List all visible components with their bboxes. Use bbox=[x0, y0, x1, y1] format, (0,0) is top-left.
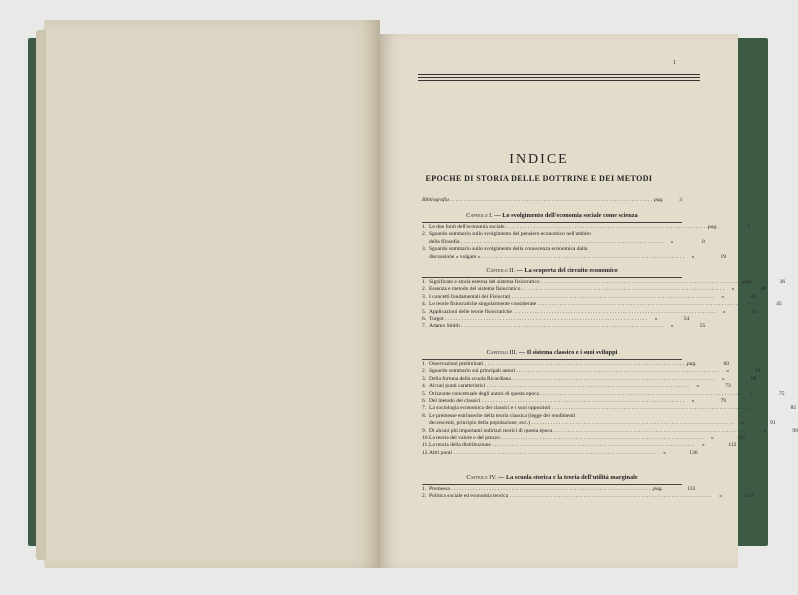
entry-text: Le due fonti dell'economia sociale . . . bbox=[429, 224, 708, 231]
entry-number: 1. bbox=[422, 224, 427, 230]
entry-page-marker: » bbox=[670, 238, 674, 245]
entry-text: Sguardo sommario sullo svolgimento del pensiero economico nell'ambito bbox=[429, 231, 591, 238]
entry-text: Adamo Smith . . . bbox=[429, 323, 663, 330]
toc-entry bbox=[422, 308, 758, 316]
entry-page-number: 55 bbox=[699, 323, 706, 330]
entry-page-marker: » bbox=[763, 427, 767, 434]
entry-text: Altri punti . . . bbox=[429, 450, 656, 457]
entry-number: 2. bbox=[422, 231, 427, 238]
entry-text: Significato e storia esterna del sistema fisiocratico . . . bbox=[429, 279, 743, 286]
entry-page-marker: » bbox=[721, 293, 725, 300]
entry-number: 2. bbox=[422, 493, 427, 500]
toc-entry bbox=[422, 383, 731, 390]
toc-entry bbox=[422, 435, 746, 442]
chapter-title: — La scuola storica e la teoria dell'utilità marginale bbox=[498, 474, 638, 481]
entry-number: 8. bbox=[422, 412, 427, 419]
entry-page-marker: » bbox=[741, 420, 744, 427]
entry-page-marker: » bbox=[663, 449, 666, 456]
bibliography-label: Bibliografia . . . bbox=[422, 197, 654, 204]
toc-entry bbox=[422, 390, 785, 398]
entry-page-marker: pag. bbox=[708, 224, 718, 230]
toc-entry bbox=[422, 493, 754, 500]
entry-page-number: 40 bbox=[760, 286, 766, 293]
page-mark: 1 bbox=[673, 60, 676, 66]
bibliography-page: 3 bbox=[679, 197, 682, 203]
toc-entry bbox=[422, 246, 726, 261]
entry-page-number: 133 bbox=[687, 486, 696, 492]
entry-text: Turgot . . . bbox=[429, 316, 647, 323]
entry-number: 2. bbox=[422, 286, 427, 293]
entry-text: Osservazioni preliminari . . . bbox=[429, 361, 687, 368]
toc-entry bbox=[422, 361, 730, 368]
entry-page-number: 54 bbox=[683, 316, 690, 323]
chapter-number: Capitolo IV. bbox=[466, 474, 497, 481]
entry-page-number: 101 bbox=[737, 435, 746, 442]
entry-page-marker: » bbox=[750, 390, 753, 397]
entry-page-number: 7 bbox=[747, 224, 751, 230]
entry-text-continued: della filosofia . . . bbox=[429, 239, 663, 246]
entry-page-marker: » bbox=[701, 442, 705, 449]
chapter-title: — La scoperta del circuito economico bbox=[516, 267, 618, 274]
entry-number: 3. bbox=[422, 246, 427, 253]
entry-number: 10. bbox=[422, 435, 429, 442]
entry-page-marker: » bbox=[670, 323, 674, 330]
toc-entry bbox=[422, 405, 797, 412]
entry-page-number: 91 bbox=[769, 420, 776, 427]
bibliography-pag: pag. bbox=[654, 197, 664, 203]
entry-text: Essenza e metodo del sistema fisiocratico . . . bbox=[429, 286, 724, 293]
entry-text: Sguardo sommario sui principali autori . . . bbox=[429, 368, 719, 375]
entry-page-marker: » bbox=[723, 308, 726, 315]
entry-text: Del metodo dei classici . . . bbox=[429, 398, 684, 405]
entry-page-marker: » bbox=[696, 383, 700, 390]
entry-page-number: 75 bbox=[778, 390, 785, 397]
chapter-divider bbox=[422, 484, 682, 485]
entry-text-continued: discussione « volgare » . . . bbox=[429, 254, 684, 261]
entry-page-number: 73 bbox=[725, 383, 731, 390]
entry-page-marker: » bbox=[721, 375, 725, 382]
toc-entry bbox=[422, 375, 757, 383]
entry-page-marker: » bbox=[654, 316, 658, 323]
chapter-number: Capitolo II. bbox=[486, 267, 515, 274]
entry-page-marker: pag. bbox=[653, 486, 663, 492]
entry-page-number: 85 bbox=[790, 405, 797, 412]
entry-number: 3. bbox=[422, 293, 427, 300]
entry-page-number: 45 bbox=[776, 301, 782, 308]
entry-text: Politica sociale ed economia teorica . . . bbox=[429, 493, 712, 500]
header-rules bbox=[418, 74, 700, 83]
entry-number: 5. bbox=[422, 390, 427, 397]
index-subtitle: EPOCHE DI STORIA DELLE DOTTRINE E DEI METODI bbox=[425, 174, 653, 183]
entry-number: 1. bbox=[422, 361, 427, 367]
toc-entry bbox=[422, 412, 776, 428]
chapter-heading bbox=[422, 267, 682, 274]
toc-entry bbox=[422, 442, 737, 449]
chapter-divider bbox=[422, 222, 682, 223]
entry-page-marker: » bbox=[747, 301, 751, 308]
entry-page-marker: » bbox=[691, 253, 695, 260]
entry-page-number: 43 bbox=[750, 293, 756, 300]
left-page-blank bbox=[44, 20, 380, 568]
chapter-heading bbox=[422, 474, 682, 481]
entry-page-number: 19 bbox=[720, 253, 726, 260]
entry-text: Premessa . . . bbox=[429, 486, 653, 493]
chapter-section bbox=[422, 267, 786, 331]
entry-page-number: 8 bbox=[702, 238, 705, 245]
toc-entry bbox=[422, 286, 766, 293]
entry-text-continued: decrescenti, principio della popolazione, ecc.) . . . bbox=[429, 420, 733, 427]
entry-text: Le teorie fisiocratiche singolarmente considerate . . . bbox=[429, 301, 740, 308]
entry-page-marker: pag. bbox=[743, 279, 753, 285]
toc-entry bbox=[422, 301, 782, 308]
chapter-section bbox=[422, 349, 798, 457]
entry-number: 6. bbox=[422, 398, 427, 405]
entry-number: 4. bbox=[422, 301, 427, 308]
chapter-section bbox=[422, 212, 751, 261]
entry-page-number: 61 bbox=[755, 368, 761, 375]
entry-page-number: 133 bbox=[745, 493, 754, 500]
entry-text: Le premesse estrinseche della teoria classica (legge dei rendimenti bbox=[429, 412, 576, 419]
entry-page-number: 130 bbox=[689, 449, 698, 456]
chapter-divider bbox=[422, 277, 682, 278]
entry-text: Della fortuna della scuola Ricardiana . . . bbox=[429, 376, 714, 383]
toc-entry bbox=[422, 486, 696, 493]
entry-number: 3. bbox=[422, 375, 427, 382]
bibliography-entry bbox=[422, 197, 682, 204]
entry-page-number: 60 bbox=[723, 361, 730, 367]
toc-entry bbox=[422, 368, 761, 375]
entry-text: Orizzonte concettuale degli autori di questa epoca . . . bbox=[429, 391, 742, 398]
entry-number: 2. bbox=[422, 368, 427, 375]
entry-page-marker: » bbox=[731, 286, 735, 293]
chapter-section bbox=[422, 474, 754, 501]
entry-page-number: 99 bbox=[792, 427, 798, 434]
entry-number: 1. bbox=[422, 279, 427, 285]
entry-number: 5. bbox=[422, 308, 427, 315]
entry-text: Applicazioni delle teorie fisiocratiche . . . bbox=[429, 309, 715, 316]
toc-entry bbox=[422, 231, 705, 246]
entry-page-number: 51 bbox=[751, 308, 758, 315]
chapter-number: Capitolo I. bbox=[466, 212, 493, 219]
chapter-number: Capitolo III. bbox=[486, 349, 518, 356]
entry-page-marker: » bbox=[761, 405, 765, 412]
entry-text: Alcuni punti caratteristici . . . bbox=[429, 383, 689, 390]
entry-number: 9. bbox=[422, 427, 427, 434]
entry-text: Sguardo sommario sullo svolgimento della conoscenza economica dalla bbox=[429, 246, 588, 253]
chapter-title: — Lo svolgimento dell'economia sociale come scienza bbox=[494, 212, 638, 219]
entry-page-number: 36 bbox=[779, 279, 786, 285]
entry-text: La teoria del valore e del prezzo . . . bbox=[429, 435, 703, 442]
entry-number: 6. bbox=[422, 316, 427, 323]
entry-page-marker: pag. bbox=[687, 361, 697, 367]
chapter-title: — Il sistema classico e i suoi sviluppi bbox=[518, 349, 618, 356]
entry-page-marker: » bbox=[691, 398, 695, 405]
entry-number: 12. bbox=[422, 449, 429, 456]
chapter-heading bbox=[422, 212, 682, 219]
entry-number: 7. bbox=[422, 323, 427, 330]
entry-page-number: 79 bbox=[720, 398, 726, 405]
entry-number: 7. bbox=[422, 405, 427, 412]
toc-entry bbox=[422, 398, 726, 405]
entry-page-number: 112 bbox=[728, 442, 737, 449]
right-page bbox=[380, 34, 798, 568]
entry-page-number: 68 bbox=[750, 375, 757, 382]
entry-text: Di alcuni più importanti indirizzi teorici di questa epoca . . . bbox=[429, 428, 756, 435]
entry-text: La sociologia economica dei classici e i suoi oppositori . . . bbox=[429, 405, 754, 412]
toc-entry bbox=[422, 316, 690, 323]
toc-entry bbox=[422, 427, 798, 435]
entry-page-marker: » bbox=[719, 493, 722, 500]
entry-page-marker: » bbox=[710, 435, 714, 442]
entry-text: La teoria della distribuzione . . . bbox=[429, 442, 694, 449]
toc-entry bbox=[422, 323, 706, 330]
chapter-divider bbox=[422, 359, 682, 360]
index-title: INDICE bbox=[509, 152, 569, 167]
entry-number: 4. bbox=[422, 383, 427, 390]
entry-text: I concetti fondamentali dei Fisiocrati . . . bbox=[429, 294, 714, 301]
entry-page-marker: » bbox=[726, 368, 730, 375]
entry-number: 1. bbox=[422, 486, 427, 492]
chapter-heading bbox=[422, 349, 682, 356]
toc-entry bbox=[422, 224, 751, 231]
entry-number: 11. bbox=[422, 442, 429, 449]
toc-entry bbox=[422, 449, 698, 457]
